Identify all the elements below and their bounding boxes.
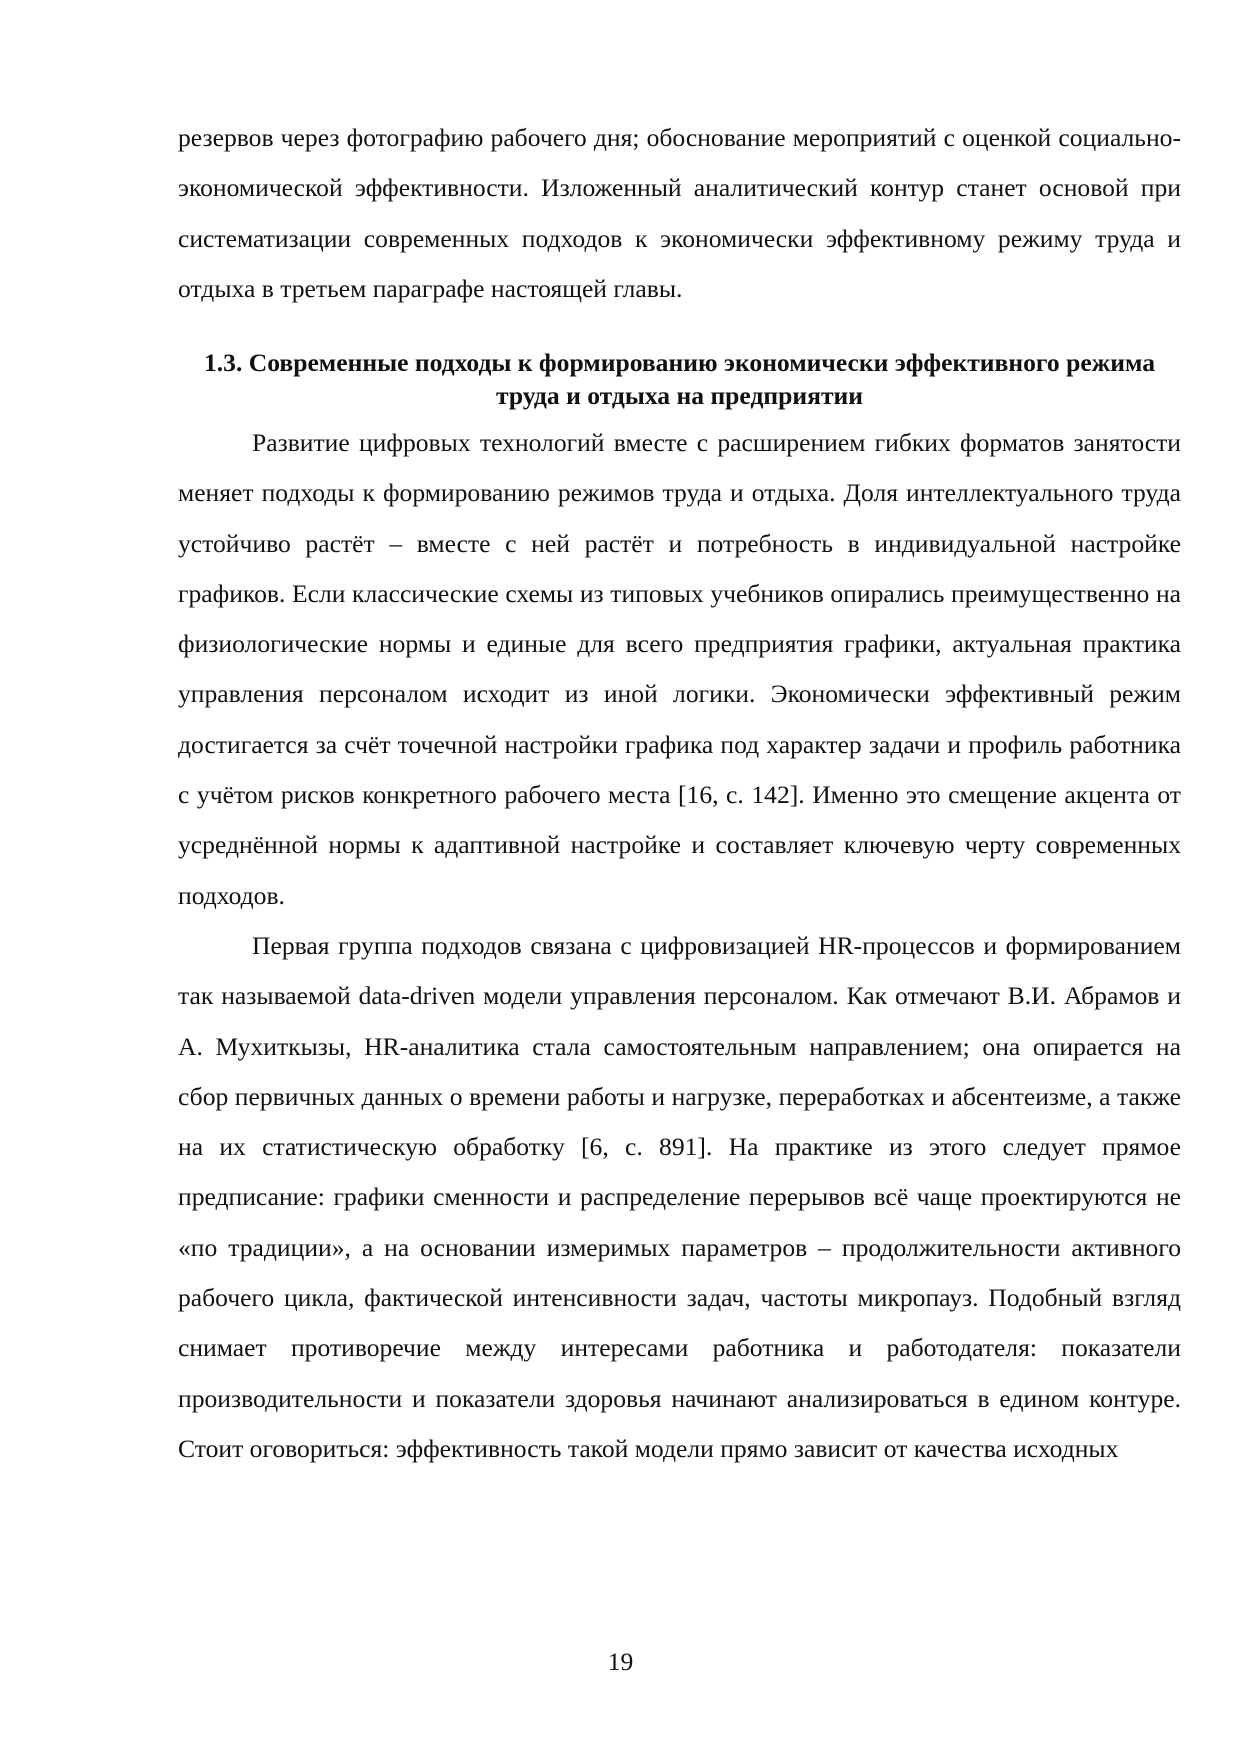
paragraph-text: резервов через фотографию рабочего дня; обоснование мероприятий с оценкой социально-экономической эффективности. Изложенный аналитический контур станет основой при систематизации современных подходов к экономически эффективному режиму труда и отдыха в третьем параграфе настоящей главы. bbox=[178, 123, 1181, 303]
paragraph-text: Первая группа подходов связана с цифровизацией HR-процессов и формированием так называемой data-driven модели управления персоналом. Как отмечают В.И. Абрамов и А. Мухиткызы, HR-аналитика стала самостоятельным направлением; она опирается на сбор первичных данных о времени работы и нагрузке, переработках и абсентеизме, а также на их статистическую обработку [6, с. 891]. На практике из этого следует прямое предписание: графики сменности и распределение перерывов всё чаще проектируются не «по традиции», а на основании измеримых параметров – продолжительности активного рабочего цикла, фактической интенсивности задач, частоты микропауз. Подобный взгляд снимает противоречие между интересами работника и работодателя: показатели производительности и показатели здоровья начинают анализироваться в едином контуре. Стоит оговориться: эффективность такой модели прямо зависит от качества исходных bbox=[178, 930, 1181, 1463]
continued-paragraph bbox=[178, 113, 1181, 314]
paragraph-text: Развитие цифровых технологий вместе с расширением гибких форматов занятости меняет подходы к формированию режимов труда и отдыха. Доля интеллектуального труда устойчиво растёт – вместе с ней растёт и потребность в индивидуальной настройке графиков. Если классические схемы из типовых учебников опирались преимущественно на физиологические нормы и единые для всего предприятия графики, актуальная практика управления персоналом исходит из иной логики. Экономически эффективный режим достигается за счёт точечной настройки графика под характер задачи и профиль работника с учётом рисков конкретного рабочего места [16, с. 142]. Именно это смещение акцента от усреднённой нормы к адаптивной настройке и составляет ключевую черту современных подходов. bbox=[178, 428, 1181, 910]
page-number: 19 bbox=[607, 1647, 634, 1676]
section-body bbox=[178, 418, 1181, 1474]
section-heading: 1.3. Современные подходы к формированию экономически эффективного режима труда и отдыха на предприятии bbox=[203, 348, 1156, 410]
